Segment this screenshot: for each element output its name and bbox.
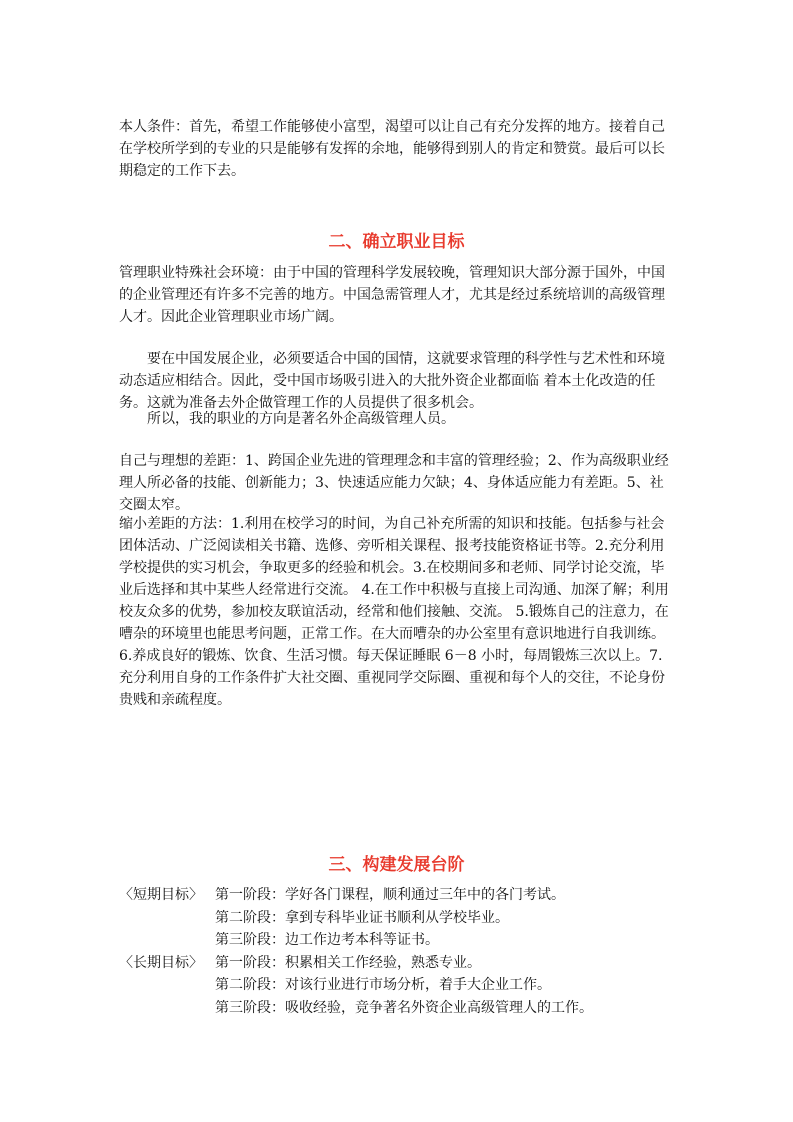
management-environment-paragraph: 管理职业特殊社会环境：由于中国的管理科学发展较晚，管理知识大部分源于国外，中国的企业管理还有许多不完善的地方。中国急需管理人才，尤其是经过系统培训的高级管理人才。因此企业管理职业市场广阔。: [119, 265, 665, 325]
china-development-paragraph: 要在中国发展企业，必须要适合中国的国情，这就要求管理的科学性与艺术性和环境动态适应相结合。因此，受中国市场吸引进入的大批外资企业都面临 着本土化改造的任务。这就为准备去外企做管理工作的人员提供了很多机会。: [119, 351, 665, 411]
long-term-tag: 〈长期目标〉: [119, 954, 203, 971]
development-plan: [119, 884, 719, 1019]
long-term-stage-row: [119, 997, 719, 1020]
gap-paragraph: 自己与理想的差距：1、跨国企业先进的管理理念和丰富的管理经验；2、作为高级职业经理人所必备的技能、创新能力；3、快速适应能力欠缺；4、身体适应能力有差距。5、社交圈太窄。: [119, 453, 669, 513]
methods-paragraph: 缩小差距的方法：1.利用在校学习的时间，为自己补充所需的知识和技能。包括参与社会团体活动、广泛阅读相关书籍、选修、旁听相关课程、报考技能资格证书等。2.充分利用学校提供的实习机会，争取更多的经验和机会。3.在校期间多和老师、同学讨论交流，毕业后选择和其中某些人经常进行交流。 4.在工作中积极与直接上司沟通、加深了解；利用校友众多的优势，参加校友联谊活动，经常和他们接触、交流。 5.锻炼自己的注意力，在嘈杂的环境里也能思考问题，正常工作。在大而嘈杂的办公室里有意识地进行自我训练。6.养成良好的锻炼、饮食、生活习惯。每天保证睡眠 6－8 小时，每周锻炼三次以上。7.充分利用自身的工作条件扩大社交圈、重视同学交际圈、重视和每个人的交往，不论身份贵贱和亲疏程度。: [119, 516, 669, 708]
long-term-stage-2: 第二阶段：对该行业进行市场分析，着手大企业工作。: [215, 977, 551, 993]
long-term-stage-row: [119, 952, 719, 975]
short-term-stage-row: [119, 929, 719, 952]
section-heading-career-goal: 二、确立职业目标: [328, 232, 465, 252]
long-term-stage-1: 第一阶段：积累相关工作经验，熟悉专业。: [215, 954, 481, 971]
section-heading-development-steps: 三、构建发展台阶: [328, 855, 465, 875]
long-term-stage-3: 第三阶段：吸收经验，竞争著名外资企业高级管理人的工作。: [215, 999, 593, 1016]
long-term-stage-row: [119, 974, 719, 997]
personal-conditions-paragraph: 本人条件：首先，希望工作能够使小富型，渴望可以让自己有充分发挥的地方。接着自己在学校所学到的专业的只是能够有发挥的余地，能够得到别人的肯定和赞赏。最后可以长期稳定的工作下去。: [119, 119, 665, 179]
short-term-stage-1: 第一阶段：学好各门课程，顺利通过三年中的各门考试。: [215, 887, 565, 903]
short-term-stage-3: 第三阶段：边工作边考本科等证书。: [215, 932, 439, 948]
short-term-stage-2: 第二阶段：拿到专科毕业证书顺利从学校毕业。: [215, 909, 509, 926]
short-term-stage-row: [119, 884, 719, 907]
career-direction-paragraph: 所以，我的职业的方向是著名外企高级管理人员。: [147, 411, 455, 427]
short-term-stage-row: [119, 907, 719, 930]
short-term-tag: 〈短期目标〉: [119, 887, 203, 903]
